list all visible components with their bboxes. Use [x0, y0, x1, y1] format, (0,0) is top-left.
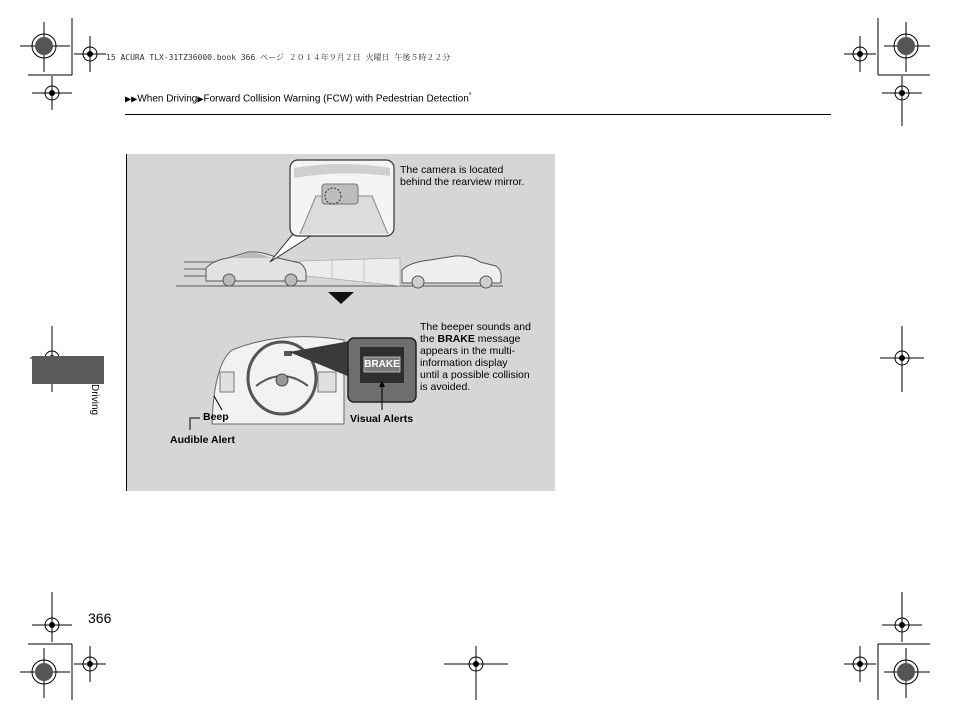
brake-display-text: BRAKE — [364, 359, 400, 370]
chapter-tab-label: Driving — [89, 384, 100, 416]
breadcrumb-section: When Driving — [137, 93, 198, 105]
chapter-tab — [32, 356, 104, 384]
beeper-note: The beeper sounds and the BRAKE message appears in the multi- information display until a possible collision is avoided. — [420, 321, 531, 393]
visual-alerts-label: Visual Alerts — [350, 413, 414, 425]
audible-alert-label: Audible Alert — [170, 434, 235, 446]
breadcrumb-arrows: ▶▶ — [125, 94, 138, 104]
breadcrumb-topic: Forward Collision Warning (FCW) with Pedestrian Detection — [203, 93, 469, 105]
print-header: 15 ACURA TLX-31TZ36000.book 366 ページ ２０１４年９月２日 火曜日 午後５時２２分 — [106, 53, 451, 62]
camera-note: The camera is located behind the rearview mirror. — [400, 164, 525, 188]
page-number: 366 — [88, 610, 112, 626]
beep-label: Beep — [203, 411, 229, 423]
breadcrumb-marker: * — [468, 92, 472, 99]
breadcrumb-separator: ▶ — [197, 94, 204, 104]
